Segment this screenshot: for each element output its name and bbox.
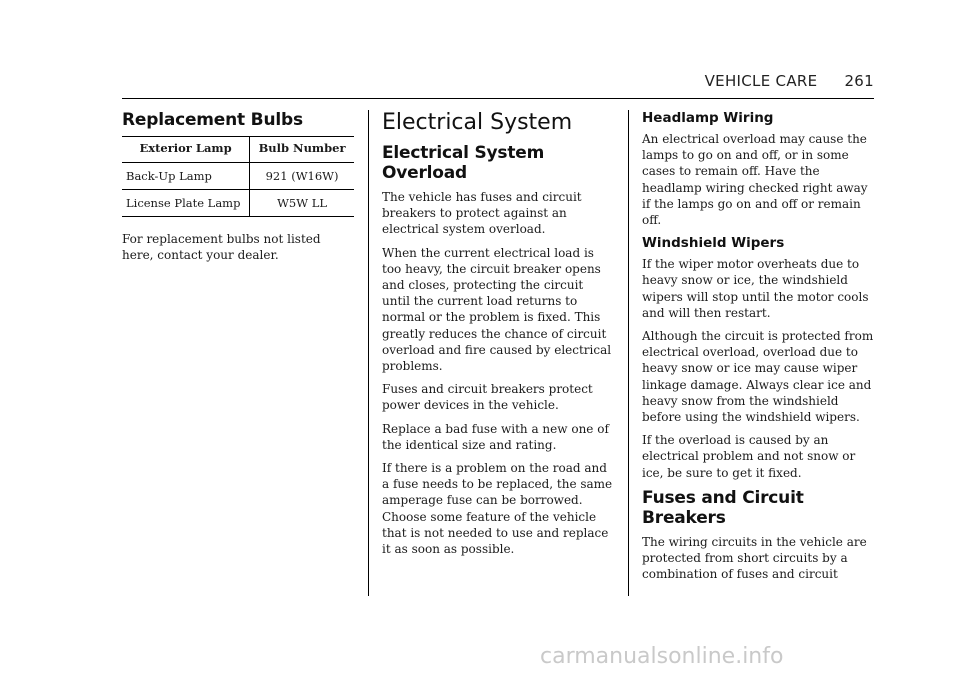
watermark: carmanualsonline.info [540, 644, 784, 669]
paragraph: The wiring circuits in the vehicle are protected from short circuits by a combination of fuses and circuit [642, 534, 867, 582]
table-header-exterior-lamp: Exterior Lamp [122, 137, 250, 163]
column-2 [382, 106, 614, 564]
section-title: VEHICLE CARE [704, 72, 818, 90]
paragraph: If the overload is caused by an electrical problem and not snow or ice, be sure to get it fixed. [642, 433, 856, 480]
page-number: 261 [844, 72, 874, 90]
heading-replacement-bulbs: Replacement Bulbs [122, 110, 303, 130]
table-cell: 921 (W16W) [250, 163, 354, 190]
column-divider-1 [368, 110, 369, 596]
table-row [122, 163, 354, 190]
paragraph: The vehicle has fuses and circuit breakers to protect against an electrical system overload. [382, 190, 582, 237]
column-divider-2 [628, 110, 629, 596]
column-3 [642, 106, 874, 589]
paragraph: Replace a bad fuse with a new one of the identical size and rating. [382, 421, 609, 452]
table-cell: License Plate Lamp [122, 190, 250, 217]
paragraph: Although the circuit is protected from electrical overload, overload due to heavy snow or ice may cause wiper linkage damage. Always clear ice and heavy snow from the windshield before using the windshield wipers. [642, 329, 874, 425]
table-header-bulb-number: Bulb Number [250, 137, 354, 163]
table-cell: W5W LL [250, 190, 354, 217]
table-row [122, 190, 354, 217]
heading-fuses-and-circuit-breakers: Fuses and Circuit Breakers [642, 487, 804, 528]
heading-electrical-system-overload: Electrical System Overload [382, 143, 545, 183]
running-head [705, 72, 874, 90]
column-1 [122, 106, 354, 270]
heading-headlamp-wiring: Headlamp Wiring [642, 110, 774, 126]
paragraph: Fuses and circuit breakers protect power devices in the vehicle. [382, 382, 593, 413]
table-cell: Back-Up Lamp [122, 163, 250, 190]
heading-electrical-system: Electrical System [382, 110, 573, 135]
paragraph: If the wiper motor overheats due to heavy snow or ice, the windshield wipers will stop until the motor cools and will then restart. [642, 257, 869, 320]
paragraph: If there is a problem on the road and a fuse needs to be replaced, the same amperage fuse can be borrowed. Choose some feature of the vehicle that is not needed to use and replace it as soon as possible. [382, 461, 613, 557]
header-rule [122, 98, 874, 99]
paragraph: When the current electrical load is too heavy, the circuit breaker opens and closes, protecting the circuit until the current load returns to normal or the problem is fixed. This greatly reduces the chance of circuit overload and fire caused by electrical problems. [382, 245, 612, 374]
bulb-table [122, 136, 354, 217]
bulb-note: For replacement bulbs not listed here, contact your dealer. [122, 232, 321, 263]
heading-windshield-wipers: Windshield Wipers [642, 235, 785, 252]
paragraph: An electrical overload may cause the lamps to go on and off, or in some cases to remain off. Have the headlamp wiring checked right away if the lamps go on and off or remain off. [642, 132, 868, 228]
table-header-row [122, 137, 354, 163]
